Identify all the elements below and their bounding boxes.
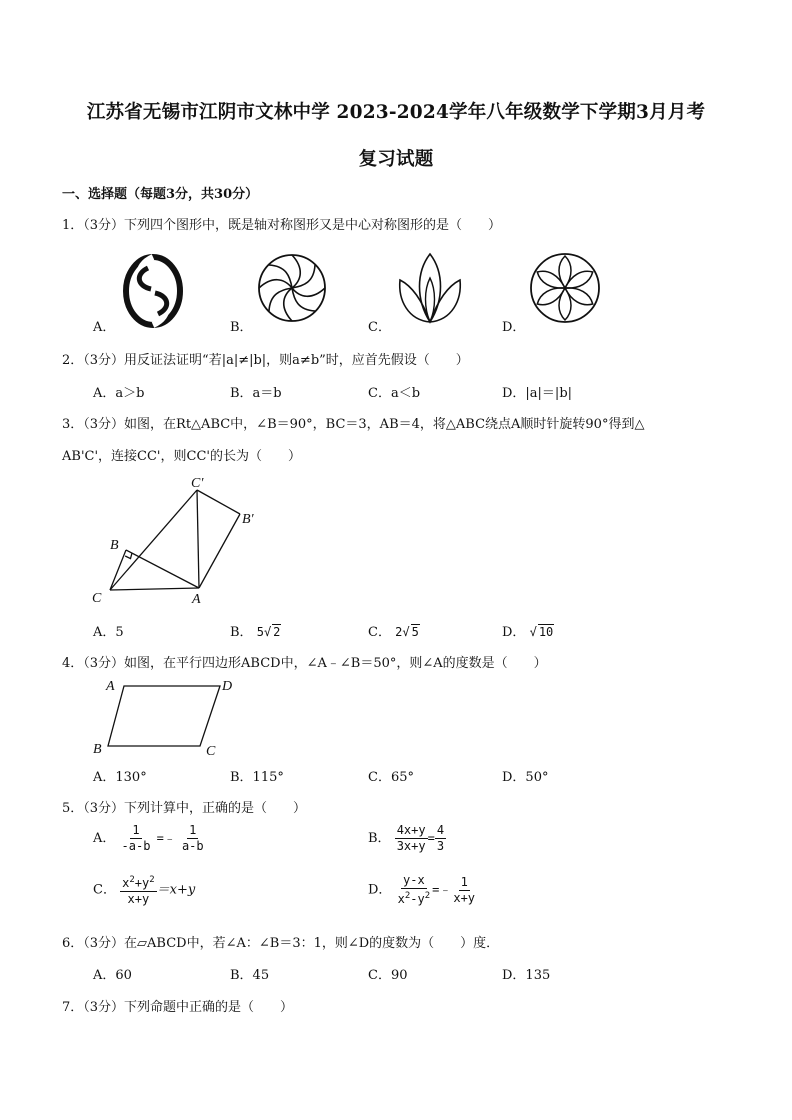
q5-option-b[interactable]	[368, 823, 446, 854]
q6-option-c[interactable]: C．90	[368, 968, 408, 983]
q4-option-b[interactable]: B．115°	[230, 770, 284, 785]
label-c: C	[206, 744, 216, 759]
numerator: 1	[460, 874, 468, 889]
q1-option-b[interactable]: B．	[230, 320, 253, 335]
q6-option-a[interactable]: A．60	[93, 968, 132, 983]
option-label: D．	[368, 882, 392, 898]
q3-option-c-prefix: C．	[368, 625, 391, 640]
question-2-text: 2．（3分）用反证法证明“若|a|≠|b|，则a≠b”时，应首先假设（ ）	[62, 353, 469, 368]
q3-option-c-radicand: 5	[411, 625, 419, 639]
q3-option-a[interactable]: A．5	[93, 625, 124, 640]
denominator: 3x+y	[396, 839, 426, 853]
exponent: 2	[404, 891, 411, 901]
sqrt-sign: √	[402, 625, 410, 639]
q2-option-d[interactable]: D．|a|＝|b|	[502, 386, 573, 401]
denominator: 3	[436, 839, 445, 853]
q1-figure-b	[256, 250, 328, 326]
q3-option-d-radicand: 10	[538, 625, 554, 639]
q4-option-a[interactable]: A．130°	[93, 770, 147, 785]
q5-option-a[interactable]	[93, 823, 206, 854]
term-x: x	[397, 892, 405, 906]
page-title-line2: 复习试题	[358, 149, 434, 170]
question-1-text: 1．（3分）下列四个图形中，既是轴对称图形又是中心对称图形的是（ ）	[62, 218, 502, 233]
sqrt-sign: √	[263, 625, 272, 639]
q1-option-c[interactable]: C．	[368, 320, 391, 335]
q2-option-b[interactable]: B．a＝b	[230, 386, 282, 401]
label-d: D	[222, 679, 233, 694]
fraction	[180, 823, 206, 854]
label-b: B	[110, 538, 119, 553]
question-3-line2: AB'C'，连接CC'，则CC'的长为（ ）	[62, 449, 301, 464]
fraction	[395, 823, 428, 854]
label-a: A	[192, 592, 201, 607]
q5-option-c[interactable]	[93, 873, 195, 907]
page-title: 江苏省无锡市江阴市文林中学 2023-2024学年八年级数学下学期3月月考	[86, 102, 706, 123]
numerator	[120, 873, 157, 892]
q3-option-b-coef: 5	[256, 625, 264, 639]
q3-figure	[84, 470, 274, 610]
label-a: A	[106, 679, 115, 694]
question-6-text: 6．（3分）在▱ABCD中，若∠A：∠B＝3：1，则∠D的度数为（ ）度．	[62, 936, 500, 951]
equals-sign: =﹣	[432, 882, 452, 897]
q5-option-d[interactable]	[368, 873, 477, 907]
option-label: B．	[368, 831, 391, 846]
fraction	[396, 873, 433, 907]
q3-option-d-prefix: D．	[502, 625, 526, 640]
sqrt-sign: √	[529, 625, 537, 639]
q1-option-a[interactable]: A．	[93, 320, 116, 335]
question-4-text: 4．（3分）如图，在平行四边形ABCD中，∠A﹣∠B＝50°，则∠A的度数是（ ）	[62, 656, 547, 671]
numerator: 1	[189, 823, 197, 837]
term-x: x	[122, 876, 130, 890]
numerator: 4x+y	[396, 823, 426, 837]
denominator: x+y	[127, 892, 150, 906]
q6-option-d[interactable]: D．135	[502, 968, 551, 983]
fraction	[120, 873, 157, 907]
denominator: -a-b	[121, 839, 151, 853]
right-hand-side: ＝x+y	[156, 882, 196, 898]
q3-option-c-coef: 2	[395, 625, 403, 639]
equals-sign: =﹣	[156, 831, 176, 845]
q3-option-b-prefix: B．	[230, 625, 253, 640]
q1-figure-d	[528, 250, 602, 326]
q3-option-c[interactable]	[368, 621, 420, 640]
q2-option-a[interactable]: A．a＞b	[93, 386, 145, 401]
numerator: 4	[436, 823, 445, 837]
q3-option-b-radicand: 2	[273, 625, 281, 639]
label-b: B	[93, 742, 102, 757]
term-y: -y	[410, 892, 425, 906]
denominator: x+y	[453, 890, 476, 905]
exponent: 2	[129, 875, 135, 885]
numerator: y-x	[403, 873, 425, 887]
option-label: A．	[93, 831, 116, 846]
q4-option-c[interactable]: C．65°	[368, 770, 414, 785]
question-7-text: 7．（3分）下列命题中正确的是（ ）	[62, 1000, 294, 1015]
q2-option-c[interactable]: C．a＜b	[368, 386, 421, 401]
denominator: a-b	[181, 839, 204, 853]
denominator	[396, 889, 433, 907]
question-5-text: 5．（3分）下列计算中，正确的是（ ）	[62, 801, 307, 816]
option-label: C．	[93, 882, 116, 898]
label-c-prime: C′	[191, 476, 204, 491]
fraction	[120, 823, 153, 854]
label-b-prime: B′	[242, 512, 254, 527]
exponent: 2	[149, 875, 155, 885]
q3-option-b[interactable]	[230, 621, 281, 640]
q3-option-d[interactable]	[502, 621, 554, 640]
section-heading: 一、选择题（每题3分，共30分）	[62, 187, 259, 202]
q4-option-d[interactable]: D．50°	[502, 770, 549, 785]
q1-option-d[interactable]: D．	[502, 320, 526, 335]
term-y: +y	[134, 876, 150, 890]
question-3-line1: 3．（3分）如图，在Rt△ABC中，∠B＝90°，BC＝3，AB＝4，将△ABC绕点A顺时针旋转90°得到△	[62, 417, 645, 432]
exponent: 2	[424, 891, 431, 901]
q1-figure-c	[394, 250, 466, 330]
equals-sign: =	[427, 831, 435, 845]
q6-option-b[interactable]: B．45	[230, 968, 270, 983]
label-c: C	[92, 591, 102, 606]
q1-figure-a	[115, 248, 191, 334]
fraction	[451, 875, 477, 906]
q4-parallelogram-figure	[88, 672, 248, 762]
numerator: 1	[132, 823, 140, 837]
fraction	[435, 823, 446, 854]
